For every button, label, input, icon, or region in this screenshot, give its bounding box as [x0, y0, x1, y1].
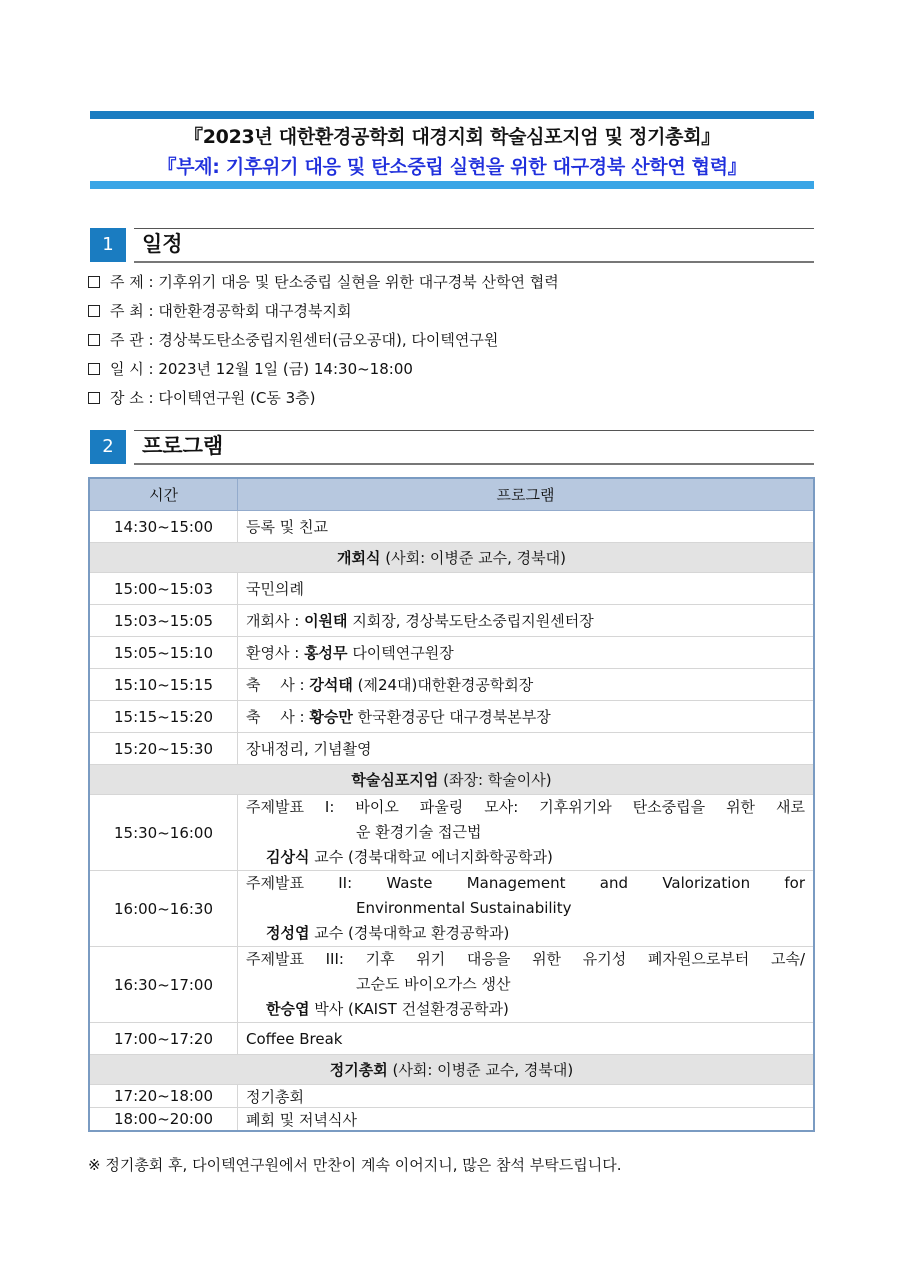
- section-schedule-header: [90, 228, 814, 264]
- title-top-rule: [90, 111, 814, 119]
- checkbox-icon: [88, 392, 100, 404]
- checkbox-icon: [88, 305, 100, 317]
- table-row: 15:00~15:03 국민의례: [89, 573, 814, 605]
- table-row: 15:05~15:10 환영사 : 홍성무 다이텍연구원장: [89, 637, 814, 669]
- document-subtitle: 『부제: 기후위기 대응 및 탄소중립 실현을 위한 대구경북 산학연 협력』: [157, 156, 747, 178]
- checkbox-icon: [88, 363, 100, 375]
- session-band: 정기총회 (사회: 이병준 교수, 경북대): [89, 1055, 814, 1085]
- table-row: 17:20~18:00 정기총회: [89, 1085, 814, 1108]
- table-row: 15:03~15:05 개회사 : 이원태 지회장, 경상북도탄소중립지원센터장: [89, 605, 814, 637]
- table-row: 15:20~15:30 장내정리, 기념촬영: [89, 733, 814, 765]
- table-row: 15:15~15:20 축 사 : 황승만 한국환경공단 대구경북본부장: [89, 701, 814, 733]
- list-item: 장 소 : 다이텍연구원 (C동 3층): [88, 384, 818, 413]
- table-row: 16:30~17:00 주제발표 III: 기후 위기 대응을 위한 유기성 폐자원으로부터 고속/ 고순도 바이오가스 생산 한승엽 박사 (KAIST 건설환경공학과): [89, 947, 814, 1023]
- document-title: 『2023년 대한환경공학회 대경지회 학술심포지엄 및 정기총회』: [184, 126, 720, 148]
- list-item: 일 시 : 2023년 12월 1일 (금) 14:30~18:00: [88, 355, 818, 384]
- list-item: 주 최 : 대한환경공학회 대구경북지회: [88, 297, 818, 326]
- table-header-row: [89, 478, 814, 511]
- title-bottom-rule: [90, 181, 814, 189]
- table-row: 14:30~15:00 등록 및 친교: [89, 511, 814, 543]
- list-item: 주 제 : 기후위기 대응 및 탄소중립 실현을 위한 대구경북 산학연 협력: [88, 268, 818, 297]
- table-row: 16:00~16:30 주제발표 II: Waste Management and Valorization for Environmental Sustainability 정성엽 교수 (경북대학교 환경공학과): [89, 871, 814, 947]
- section-number: 1: [90, 228, 126, 262]
- checkbox-icon: [88, 334, 100, 346]
- section-number: 2: [90, 430, 126, 464]
- session-band: 개회식 (사회: 이병준 교수, 경북대): [89, 543, 814, 573]
- table-row: 15:10~15:15 축 사 : 강석태 (제24대)대한환경공학회장: [89, 669, 814, 701]
- footnote: ※ 정기총회 후, 다이텍연구원에서 만찬이 계속 이어지니, 많은 참석 부탁드립니다.: [88, 1156, 622, 1174]
- table-row: 18:00~20:00 폐회 및 저녁식사: [89, 1108, 814, 1132]
- checkbox-icon: [88, 276, 100, 288]
- table-row: 17:00~17:20 Coffee Break: [89, 1023, 814, 1055]
- section-title: 프로그램: [142, 434, 224, 458]
- program-table: [88, 477, 815, 1132]
- header-program: 프로그램: [238, 478, 815, 511]
- section-program-header: [90, 430, 814, 466]
- session-band: 학술심포지엄 (좌장: 학술이사): [89, 765, 814, 795]
- overview-list: [88, 268, 818, 413]
- section-title: 일정: [142, 232, 183, 256]
- header-time: 시간: [89, 478, 238, 511]
- list-item: 주 관 : 경상북도탄소중립지원센터(금오공대), 다이텍연구원: [88, 326, 818, 355]
- table-row: 15:30~16:00 주제발표 I: 바이오 파울링 모사: 기후위기와 탄소중립을 위한 새로 운 환경기술 접근법 김상식 교수 (경북대학교 에너지화학공학과): [89, 795, 814, 871]
